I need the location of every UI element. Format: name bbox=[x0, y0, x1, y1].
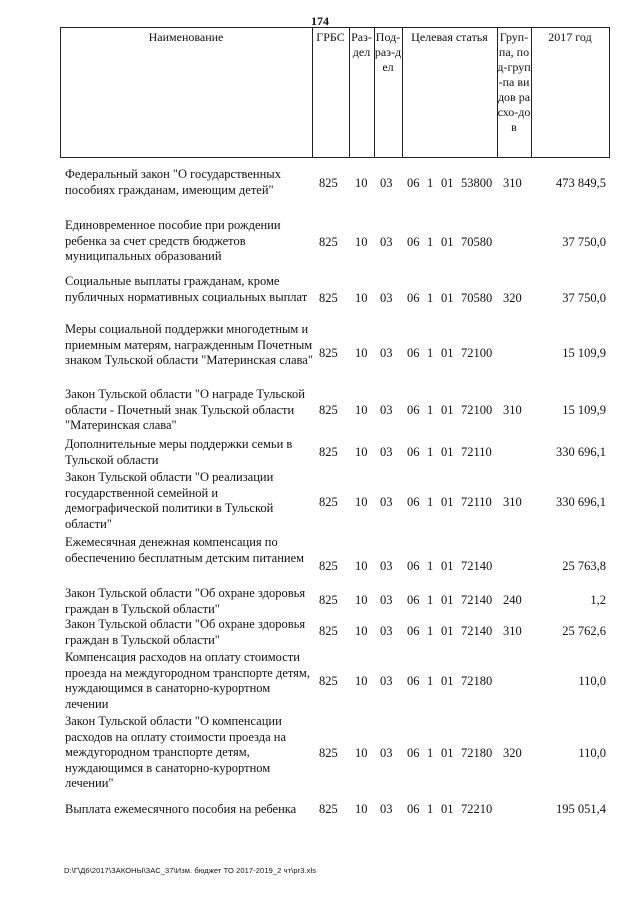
cell-pr: 03 bbox=[380, 674, 393, 688]
file-path-footer: D:\Г\Д6\2017\ЗАКОНЫ\ЗАС_37\Изм. бюджет ТО 2017-2019_2 чт\pr3.xls bbox=[64, 866, 317, 875]
cell-t4: 72180 bbox=[461, 746, 493, 760]
cell-sum: 110,0 bbox=[578, 674, 606, 688]
cell-rz: 10 bbox=[355, 346, 368, 360]
header-year: 2017 год bbox=[548, 30, 592, 44]
cell-vr: 310 bbox=[503, 176, 522, 190]
cell-rz: 10 bbox=[355, 403, 368, 417]
row-name: Социальные выплаты гражданам, кроме публичных нормативных социальных выплат bbox=[65, 274, 308, 304]
cell-rz: 10 bbox=[355, 802, 368, 816]
cell-grbs: 825 bbox=[319, 802, 338, 816]
cell-t3: 01 bbox=[441, 802, 454, 816]
cell-grbs: 825 bbox=[319, 291, 338, 305]
cell-pr: 03 bbox=[380, 291, 393, 305]
cell-t1: 06 bbox=[407, 176, 420, 190]
cell-sum: 15 109,9 bbox=[562, 346, 606, 360]
cell-vr: 310 bbox=[503, 624, 522, 638]
cell-t4: 72140 bbox=[461, 624, 493, 638]
cell-t3: 01 bbox=[441, 559, 454, 573]
row-name: Компенсация расходов на оплату стоимости проезда на междугородном транспорте детям, нуждающимся в санаторно-курортном лечении bbox=[65, 650, 310, 711]
cell-sum: 37 750,0 bbox=[562, 291, 606, 305]
row-name: Меры социальной поддержки многодетным и приемным матерям, награжденным Почетным знаком Тульской области "Материнская слава" bbox=[65, 322, 313, 367]
cell-t2: 1 bbox=[427, 235, 434, 249]
cell-t2: 1 bbox=[427, 403, 434, 417]
header-group: Груп-па, под-груп-па видов расхо-дов bbox=[497, 30, 531, 134]
cell-grbs: 825 bbox=[319, 176, 338, 190]
cell-rz: 10 bbox=[355, 559, 368, 573]
cell-pr: 03 bbox=[380, 346, 393, 360]
cell-t3: 01 bbox=[441, 346, 454, 360]
header-name: Наименование bbox=[148, 30, 224, 44]
cell-t2: 1 bbox=[427, 176, 434, 190]
cell-t4: 72140 bbox=[461, 593, 493, 607]
cell-vr: 310 bbox=[503, 495, 522, 509]
cell-sum: 473 849,5 bbox=[556, 176, 606, 190]
cell-t3: 01 bbox=[441, 291, 454, 305]
cell-grbs: 825 bbox=[319, 624, 338, 638]
cell-rz: 10 bbox=[355, 445, 368, 459]
cell-t3: 01 bbox=[441, 176, 454, 190]
cell-sum: 330 696,1 bbox=[556, 445, 606, 459]
cell-sum: 15 109,9 bbox=[562, 403, 606, 417]
cell-pr: 03 bbox=[380, 593, 393, 607]
cell-t4: 70580 bbox=[461, 291, 493, 305]
cell-t4: 72110 bbox=[461, 445, 492, 459]
cell-grbs: 825 bbox=[319, 593, 338, 607]
cell-grbs: 825 bbox=[319, 559, 338, 573]
cell-t2: 1 bbox=[427, 802, 434, 816]
cell-pr: 03 bbox=[380, 624, 393, 638]
cell-grbs: 825 bbox=[319, 495, 338, 509]
cell-t4: 70580 bbox=[461, 235, 493, 249]
header-razdel: Раз-дел bbox=[351, 30, 372, 59]
row-name: Закон Тульской области "Об охране здоровья граждан в Тульской области" bbox=[65, 617, 306, 647]
cell-t4: 72110 bbox=[461, 495, 492, 509]
cell-sum: 330 696,1 bbox=[556, 495, 606, 509]
cell-t1: 06 bbox=[407, 746, 420, 760]
cell-t2: 1 bbox=[427, 674, 434, 688]
cell-rz: 10 bbox=[355, 176, 368, 190]
cell-t3: 01 bbox=[441, 495, 454, 509]
cell-t1: 06 bbox=[407, 559, 420, 573]
row-name: Закон Тульской области "О награде Тульской области - Почетный знак Тульской области "Материнская слава" bbox=[65, 387, 305, 432]
header-target: Целевая статья bbox=[411, 30, 488, 44]
cell-rz: 10 bbox=[355, 624, 368, 638]
row-name: Единовременное пособие при рождении ребенка за счет средств бюджетов муниципальных образований bbox=[65, 218, 281, 263]
cell-pr: 03 bbox=[380, 176, 393, 190]
cell-vr: 320 bbox=[503, 291, 522, 305]
cell-rz: 10 bbox=[355, 291, 368, 305]
cell-vr: 320 bbox=[503, 746, 522, 760]
cell-grbs: 825 bbox=[319, 445, 338, 459]
cell-sum: 1,2 bbox=[590, 593, 606, 607]
cell-pr: 03 bbox=[380, 559, 393, 573]
page-number: 174 bbox=[311, 14, 329, 28]
header-podrazdel: Под-раз-дел bbox=[374, 30, 402, 74]
cell-vr: 310 bbox=[503, 403, 522, 417]
cell-t1: 06 bbox=[407, 403, 420, 417]
cell-pr: 03 bbox=[380, 403, 393, 417]
cell-sum: 25 763,8 bbox=[562, 559, 606, 573]
row-name: Закон Тульской области "О реализации государственной семейной и демографической политики в Тульской области" bbox=[65, 470, 274, 531]
cell-t3: 01 bbox=[441, 235, 454, 249]
cell-t4: 72140 bbox=[461, 559, 493, 573]
cell-t1: 06 bbox=[407, 593, 420, 607]
row-name: Федеральный закон "О государственных пособиях гражданам, имеющим детей" bbox=[65, 167, 281, 197]
cell-t1: 06 bbox=[407, 802, 420, 816]
cell-pr: 03 bbox=[380, 802, 393, 816]
cell-t1: 06 bbox=[407, 235, 420, 249]
cell-t2: 1 bbox=[427, 346, 434, 360]
cell-t1: 06 bbox=[407, 674, 420, 688]
cell-t4: 53800 bbox=[461, 176, 493, 190]
cell-t2: 1 bbox=[427, 746, 434, 760]
cell-pr: 03 bbox=[380, 235, 393, 249]
cell-t1: 06 bbox=[407, 495, 420, 509]
cell-sum: 25 762,6 bbox=[562, 624, 606, 638]
cell-t2: 1 bbox=[427, 495, 434, 509]
cell-t2: 1 bbox=[427, 593, 434, 607]
cell-t4: 72210 bbox=[461, 802, 493, 816]
row-name: Дополнительные меры поддержки семьи в Тульской области bbox=[65, 437, 293, 467]
cell-t2: 1 bbox=[427, 445, 434, 459]
cell-sum: 110,0 bbox=[578, 746, 606, 760]
cell-pr: 03 bbox=[380, 495, 393, 509]
header-bottom-border bbox=[60, 157, 610, 158]
cell-t3: 01 bbox=[441, 746, 454, 760]
cell-t3: 01 bbox=[441, 445, 454, 459]
cell-t4: 72180 bbox=[461, 674, 493, 688]
cell-rz: 10 bbox=[355, 495, 368, 509]
cell-t3: 01 bbox=[441, 593, 454, 607]
cell-rz: 10 bbox=[355, 746, 368, 760]
cell-t4: 72100 bbox=[461, 403, 493, 417]
cell-t2: 1 bbox=[427, 559, 434, 573]
row-name: Ежемесячная денежная компенсация по обеспечению бесплатным детским питанием bbox=[65, 535, 305, 565]
row-name: Выплата ежемесячного пособия на ребенка bbox=[65, 802, 297, 816]
cell-t1: 06 bbox=[407, 291, 420, 305]
cell-t3: 01 bbox=[441, 674, 454, 688]
header-grbs: ГРБС bbox=[316, 30, 345, 44]
header-divider bbox=[609, 27, 610, 157]
cell-grbs: 825 bbox=[319, 403, 338, 417]
cell-t3: 01 bbox=[441, 624, 454, 638]
cell-grbs: 825 bbox=[319, 346, 338, 360]
cell-sum: 195 051,4 bbox=[556, 802, 606, 816]
cell-grbs: 825 bbox=[319, 674, 338, 688]
cell-grbs: 825 bbox=[319, 746, 338, 760]
cell-pr: 03 bbox=[380, 445, 393, 459]
cell-t2: 1 bbox=[427, 624, 434, 638]
cell-grbs: 825 bbox=[319, 235, 338, 249]
cell-t1: 06 bbox=[407, 624, 420, 638]
cell-t4: 72100 bbox=[461, 346, 493, 360]
row-name: Закон Тульской области "О компенсации расходов на оплату стоимости проезда на междугородном транспорте детям, нуждающимся в санаторно-курортном лечении" bbox=[65, 714, 287, 790]
cell-pr: 03 bbox=[380, 746, 393, 760]
cell-t3: 01 bbox=[441, 403, 454, 417]
row-name: Закон Тульской области "Об охране здоровья граждан в Тульской области" bbox=[65, 586, 306, 616]
cell-rz: 10 bbox=[355, 674, 368, 688]
cell-t2: 1 bbox=[427, 291, 434, 305]
cell-vr: 240 bbox=[503, 593, 522, 607]
cell-sum: 37 750,0 bbox=[562, 235, 606, 249]
cell-rz: 10 bbox=[355, 235, 368, 249]
cell-t1: 06 bbox=[407, 346, 420, 360]
cell-t1: 06 bbox=[407, 445, 420, 459]
cell-rz: 10 bbox=[355, 593, 368, 607]
